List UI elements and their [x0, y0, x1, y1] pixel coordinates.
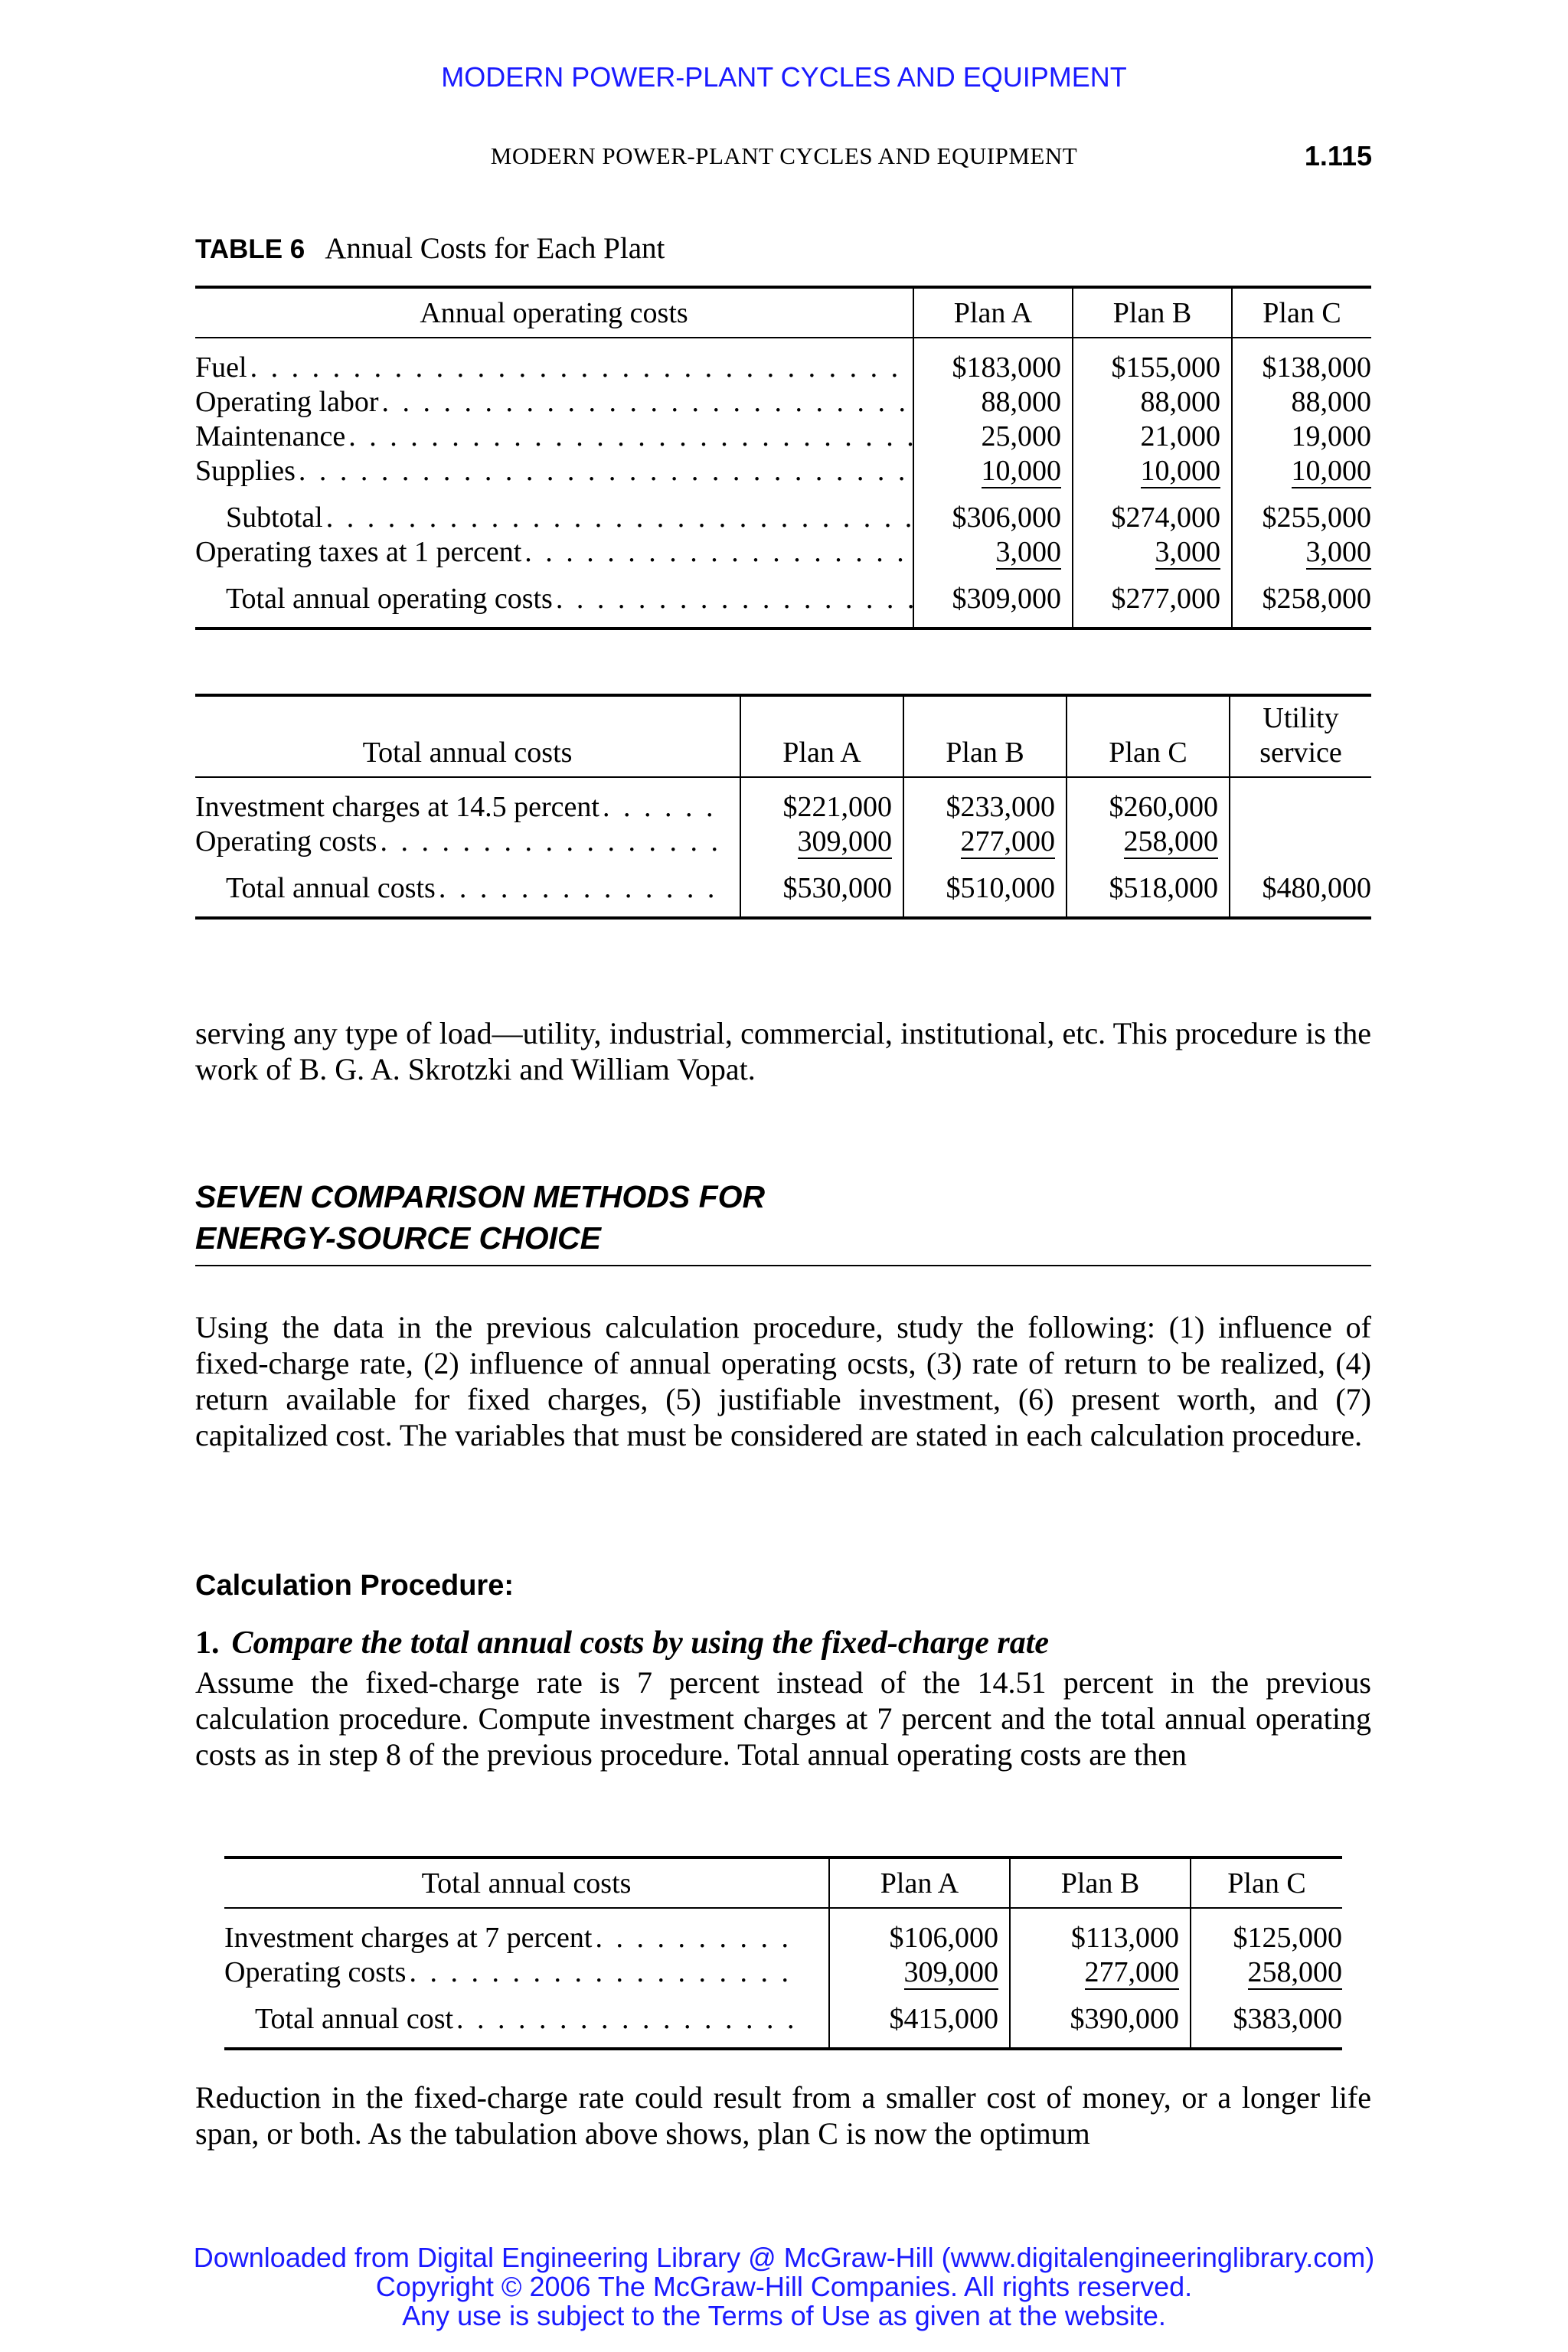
calculation-procedure-heading: Calculation Procedure:	[195, 1570, 514, 1602]
table-cell: $390,000	[1070, 2003, 1179, 2035]
table-caption	[195, 231, 665, 266]
table-row	[224, 1990, 1342, 2049]
table-cell: $255,000	[1262, 501, 1371, 534]
table-cell: 3,000	[1155, 536, 1220, 568]
row-label: Investment charges at 7 percent	[224, 1922, 593, 1954]
column-header: Plan B	[903, 695, 1067, 777]
table-cell: 19,000	[1291, 420, 1371, 452]
column-header: Plan C	[1191, 1857, 1342, 1908]
table-cell: $183,000	[952, 351, 1061, 384]
table-cell: $125,000	[1233, 1922, 1342, 1954]
table-cell: $383,000	[1233, 2003, 1342, 2035]
total-annual-costs-table	[195, 694, 1371, 920]
table-cell: $480,000	[1262, 872, 1371, 904]
table-row	[195, 420, 1371, 454]
table-row	[195, 385, 1371, 420]
table-row	[195, 488, 1371, 535]
table-row	[195, 859, 1371, 918]
section-heading-line: SEVEN COMPARISON METHODS FOR	[195, 1179, 766, 1214]
table-title: Annual Costs for Each Plant	[325, 232, 665, 265]
table-row	[195, 454, 1371, 488]
table-cell: $106,000	[889, 1922, 998, 1954]
step-number: 1.	[195, 1625, 220, 1661]
footer-copyright: Copyright © 2006 The McGraw-Hill Companies. All rights reserved.	[375, 2271, 1193, 2302]
table-cell: $138,000	[1262, 351, 1371, 384]
table-row	[195, 535, 1371, 570]
row-label: Total annual operating costs	[226, 583, 553, 615]
section-heading	[195, 1176, 1371, 1266]
row-label: Operating costs	[224, 1956, 407, 1988]
column-header: Annual operating costs	[420, 297, 688, 329]
row-label: Operating costs	[195, 825, 377, 858]
running-head: MODERN POWER-PLANT CYCLES AND EQUIPMENT	[490, 142, 1078, 169]
table-cell: 3,000	[995, 536, 1061, 568]
table-cell: $306,000	[952, 501, 1061, 534]
table-cell: 88,000	[1291, 386, 1371, 418]
row-label: Operating labor	[195, 386, 379, 418]
row-label: Total annual costs	[226, 872, 436, 904]
table-cell: $309,000	[952, 583, 1061, 615]
table-row	[224, 1955, 1342, 1990]
paragraph: serving any type of load—utility, industrial, commercial, institutional, etc. This procedure is the work of B. G. A. Skrotzki and William Vopat.	[195, 1016, 1371, 1086]
table-row	[224, 1908, 1342, 1955]
column-header: Plan C	[1067, 695, 1230, 777]
table-cell: $510,000	[946, 872, 1055, 904]
row-label: Fuel	[195, 351, 247, 384]
column-header: Plan A	[740, 695, 903, 777]
paragraph: Assume the fixed-charge rate is 7 percent instead of the 14.51 percent in the previous calculation procedure. Compute investment charges at 7 percent and the total annual operating costs as in step 8 of the previous procedure. Total annual operating costs are then	[195, 1665, 1371, 1772]
total-annual-costs-7-percent-table	[224, 1856, 1342, 2050]
table-cell: 21,000	[1140, 420, 1220, 452]
table-row	[195, 777, 1371, 825]
table-cell: 277,000	[960, 825, 1055, 858]
page-number: 1.115	[1304, 140, 1372, 172]
column-header: Plan A	[913, 287, 1073, 338]
table-cell: $233,000	[946, 791, 1055, 823]
table-cell: 277,000	[1084, 1956, 1179, 1988]
step-title: Compare the total annual costs by using the fixed-charge rate	[231, 1625, 1050, 1661]
table-cell: 309,000	[797, 825, 892, 858]
row-label: Supplies	[195, 455, 296, 487]
table-row	[195, 338, 1371, 385]
table-cell: $415,000	[889, 2003, 998, 2035]
column-header: Plan B	[1073, 287, 1232, 338]
table-cell: $155,000	[1111, 351, 1220, 384]
column-header: Total annual costs	[421, 1867, 632, 1900]
table-cell: 10,000	[1291, 455, 1371, 487]
paragraph: Reduction in the fixed-charge rate could result from a smaller cost of money, or a longer life span, or both. As the tabulation above shows, plan C is now the optimum	[195, 2080, 1371, 2151]
row-label: Maintenance	[195, 420, 346, 452]
column-header: Total annual costs	[362, 737, 573, 769]
table-row	[195, 825, 1371, 859]
header-link[interactable]: MODERN POWER-PLANT CYCLES AND EQUIPMENT	[441, 61, 1127, 93]
table-label: TABLE 6	[195, 234, 305, 264]
step-heading	[195, 1625, 1049, 1661]
table-cell: $530,000	[782, 872, 892, 904]
row-label: Operating taxes at 1 percent	[195, 536, 522, 568]
table-cell: $518,000	[1109, 872, 1218, 904]
table-row	[195, 570, 1371, 629]
column-header: Plan C	[1232, 287, 1371, 338]
table-cell: $113,000	[1070, 1922, 1179, 1954]
table-cell: 10,000	[981, 455, 1061, 487]
row-label: Subtotal	[226, 501, 323, 534]
column-header-line: Utility	[1263, 702, 1339, 734]
footer-terms-link[interactable]: Any use is subject to the Terms of Use as given at the website.	[402, 2300, 1166, 2331]
footer	[0, 2243, 1568, 2331]
row-label: Total annual cost	[255, 2003, 454, 2035]
column-header-utility-service	[1230, 695, 1371, 777]
table-cell: 258,000	[1247, 1956, 1342, 1988]
table-cell: 258,000	[1123, 825, 1218, 858]
table-cell: 25,000	[981, 420, 1061, 452]
column-header: Plan A	[829, 1857, 1010, 1908]
footer-download-link[interactable]: Downloaded from Digital Engineering Library @ McGraw-Hill (www.digitalengineeringlibrary.com)	[193, 2242, 1375, 2273]
annual-operating-costs-table	[195, 286, 1371, 630]
section-heading-line: ENERGY-SOURCE CHOICE	[195, 1220, 602, 1256]
table-cell: 88,000	[981, 386, 1061, 418]
paragraph: Using the data in the previous calculation procedure, study the following: (1) influence of fixed-charge rate, (2) influence of annual operating ocsts, (3) rate of return to be realized, (4) return available for fixed charges, (5) justifiable investment, (6) present worth, and (7) capitalized cost. The variables that must be considered are stated in each calculation procedure.	[195, 1310, 1371, 1452]
column-header: Plan B	[1010, 1857, 1191, 1908]
row-label: Investment charges at 14.5 percent	[195, 791, 599, 823]
table-cell: 309,000	[903, 1956, 998, 1988]
table-cell: $274,000	[1111, 501, 1220, 534]
table-cell: 10,000	[1140, 455, 1220, 487]
table-cell: $221,000	[782, 791, 892, 823]
table-cell: $277,000	[1111, 583, 1220, 615]
table-cell: 88,000	[1140, 386, 1220, 418]
table-cell: 3,000	[1305, 536, 1371, 568]
table-cell: $258,000	[1262, 583, 1371, 615]
column-header-line: service	[1259, 737, 1342, 769]
table-cell: $260,000	[1109, 791, 1218, 823]
